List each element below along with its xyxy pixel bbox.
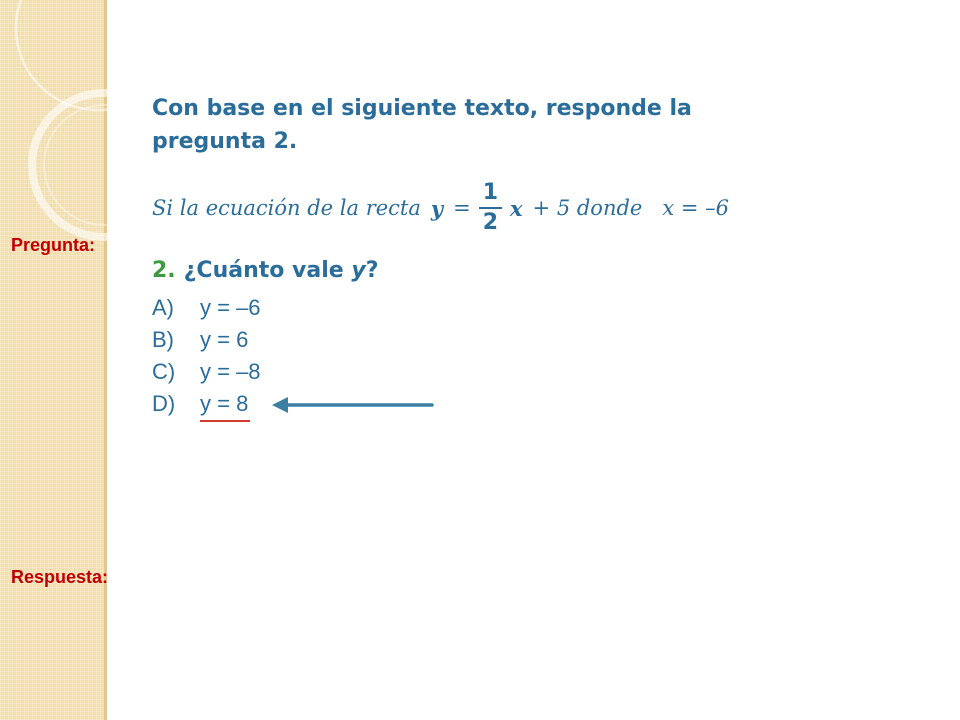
decorative-circles (0, 0, 120, 260)
intro-text (152, 92, 792, 158)
intro-line-2: pregunta 2. (152, 129, 298, 154)
option-letter: D) (152, 391, 176, 416)
equation-fraction (479, 181, 502, 235)
equation-line (152, 178, 729, 238)
option-value: y = –6 (200, 295, 261, 320)
arrow-left-icon (270, 393, 440, 419)
equation-rest: + 5 donde (532, 196, 643, 220)
question-line (152, 258, 378, 283)
question-number: 2. (152, 258, 176, 283)
option-letter: C) (152, 359, 176, 384)
option-letter: A) (152, 295, 174, 320)
equation-y-var: y (430, 195, 444, 221)
option-letter: B) (152, 327, 174, 352)
option-a[interactable] (152, 292, 261, 324)
equation-prefix: Si la ecuación de la recta (152, 196, 421, 220)
fraction-numerator: 1 (479, 181, 502, 209)
option-b[interactable] (152, 324, 261, 356)
equation-equals: = (453, 196, 471, 220)
option-value: y = –8 (200, 359, 261, 384)
intro-line-1: Con base en el siguiente texto, responde la (152, 96, 692, 121)
question-end: ? (365, 258, 379, 283)
question-variable: y (351, 258, 366, 283)
fraction-denominator: 2 (482, 210, 499, 235)
question-label: Pregunta: (11, 235, 96, 255)
option-c[interactable] (152, 356, 261, 388)
option-value: y = 6 (200, 327, 249, 352)
option-value-selected: y = 8 (200, 391, 249, 416)
option-d[interactable] (152, 388, 261, 420)
question-text: ¿Cuánto vale (183, 258, 344, 283)
equation-condition: x = –6 (662, 196, 729, 220)
equation-x-term: x (510, 195, 523, 221)
answer-label: Respuesta: (11, 567, 109, 587)
answer-options (152, 292, 261, 420)
